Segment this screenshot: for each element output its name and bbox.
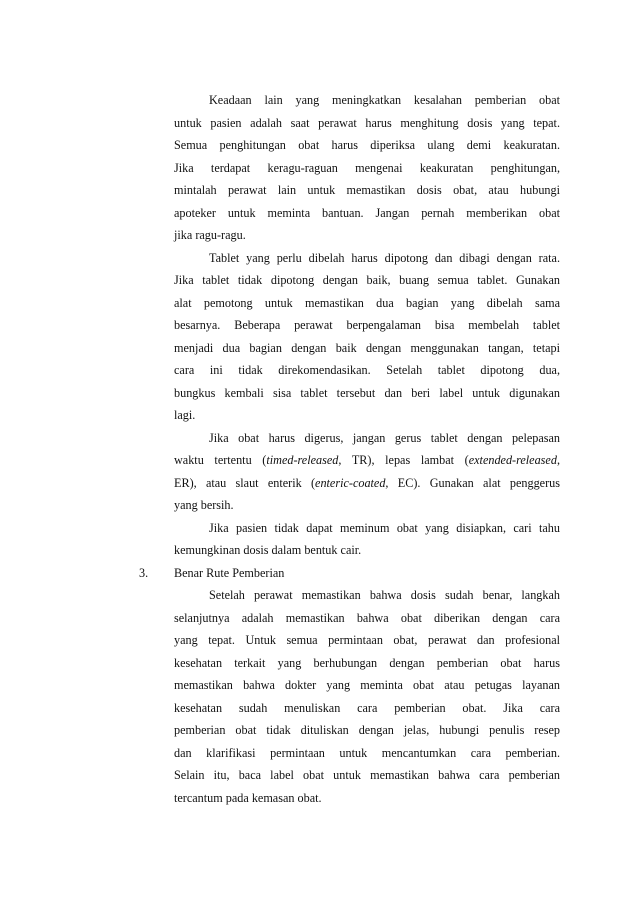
- paragraph-line: Tablet yang perlu dibelah harus dipotong dan dibagi dengan rata.: [209, 251, 560, 265]
- section-number: 3.: [139, 566, 149, 580]
- paragraph-line: bungkus kembali sisa tablet tersebut dan beri label untuk digunakan: [174, 386, 560, 400]
- paragraph-line: menjadi dua bagian dengan baik dengan menggunakan tangan, tetapi: [174, 341, 560, 355]
- paragraph-line: apoteker untuk meminta bantuan. Jangan pernah memberikan obat: [174, 206, 560, 220]
- paragraph-line: memastikan bahwa dokter yang meminta obat atau petugas layanan: [174, 678, 560, 692]
- paragraph-line: tercantum pada kemasan obat.: [174, 791, 322, 805]
- paragraph-line: kemungkinan dosis dalam bentuk cair.: [174, 543, 362, 557]
- paragraph-line: alat pemotong untuk memastikan dua bagian yang dibelah sama: [174, 296, 560, 310]
- paragraph-line: selanjutnya adalah memastikan bahwa obat diberikan dengan cara: [174, 611, 560, 625]
- paragraph-line: Semua penghitungan obat harus diperiksa ulang demi keakuratan.: [174, 138, 560, 152]
- italic-term: extended-released: [468, 453, 557, 467]
- paragraph-line: Jika terdapat keragu-raguan mengenai keakuratan penghitungan,: [174, 161, 560, 175]
- paragraph-line: Jika tablet tidak dipotong dengan baik, buang semua tablet. Gunakan: [174, 273, 560, 287]
- paragraph-line: jika ragu-ragu.: [174, 228, 246, 242]
- paragraph-line: pemberian obat tidak dituliskan dengan jelas, hubungi penulis resep: [174, 723, 560, 737]
- paragraph-line: Setelah perawat memastikan bahwa dosis sudah benar, langkah: [209, 588, 560, 602]
- paragraph-line: Jika pasien tidak dapat meminum obat yang disiapkan, cari tahu: [209, 521, 560, 535]
- italic-term: enteric-coated,: [315, 476, 389, 490]
- paragraph-line: lagi.: [174, 408, 196, 422]
- paragraph-line: besarnya. Beberapa perawat berpengalaman bisa membelah tablet: [174, 318, 560, 332]
- paragraph-line: yang bersih.: [174, 498, 234, 512]
- paragraph-line: untuk pasien adalah saat perawat harus menghitung dosis yang tepat.: [174, 116, 560, 130]
- paragraph-line: yang tepat. Untuk semua permintaan obat, perawat dan profesional: [174, 633, 560, 647]
- paragraph-line: dan klarifikasi permintaan untuk mencantumkan cara pemberian.: [174, 746, 560, 760]
- paragraph-line: ER), atau slaut enterik (enteric-coated, EC). Gunakan alat penggerus: [174, 476, 560, 490]
- paragraph-line: waktu tertentu (timed-released, TR), lepas lambat (extended-released,: [174, 453, 560, 467]
- paragraph-line: kesehatan sudah menuliskan cara pemberian obat. Jika cara: [174, 701, 560, 715]
- paragraph-line: mintalah perawat lain untuk memastikan dosis obat, atau hubungi: [174, 183, 560, 197]
- paragraph-line: Keadaan lain yang meningkatkan kesalahan pemberian obat: [209, 93, 560, 107]
- paragraph-line: cara ini tidak direkomendasikan. Setelah tablet dipotong dua,: [174, 363, 560, 377]
- paragraph-line: Jika obat harus digerus, jangan gerus tablet dengan pelepasan: [209, 431, 560, 445]
- italic-term: timed-released: [266, 453, 339, 467]
- paragraph-line: Selain itu, baca label obat untuk memastikan bahwa cara pemberian: [174, 768, 560, 782]
- section-title: Benar Rute Pemberian: [174, 566, 285, 580]
- paragraph-line: kesehatan terkait yang berhubungan dengan pemberian obat harus: [174, 656, 560, 670]
